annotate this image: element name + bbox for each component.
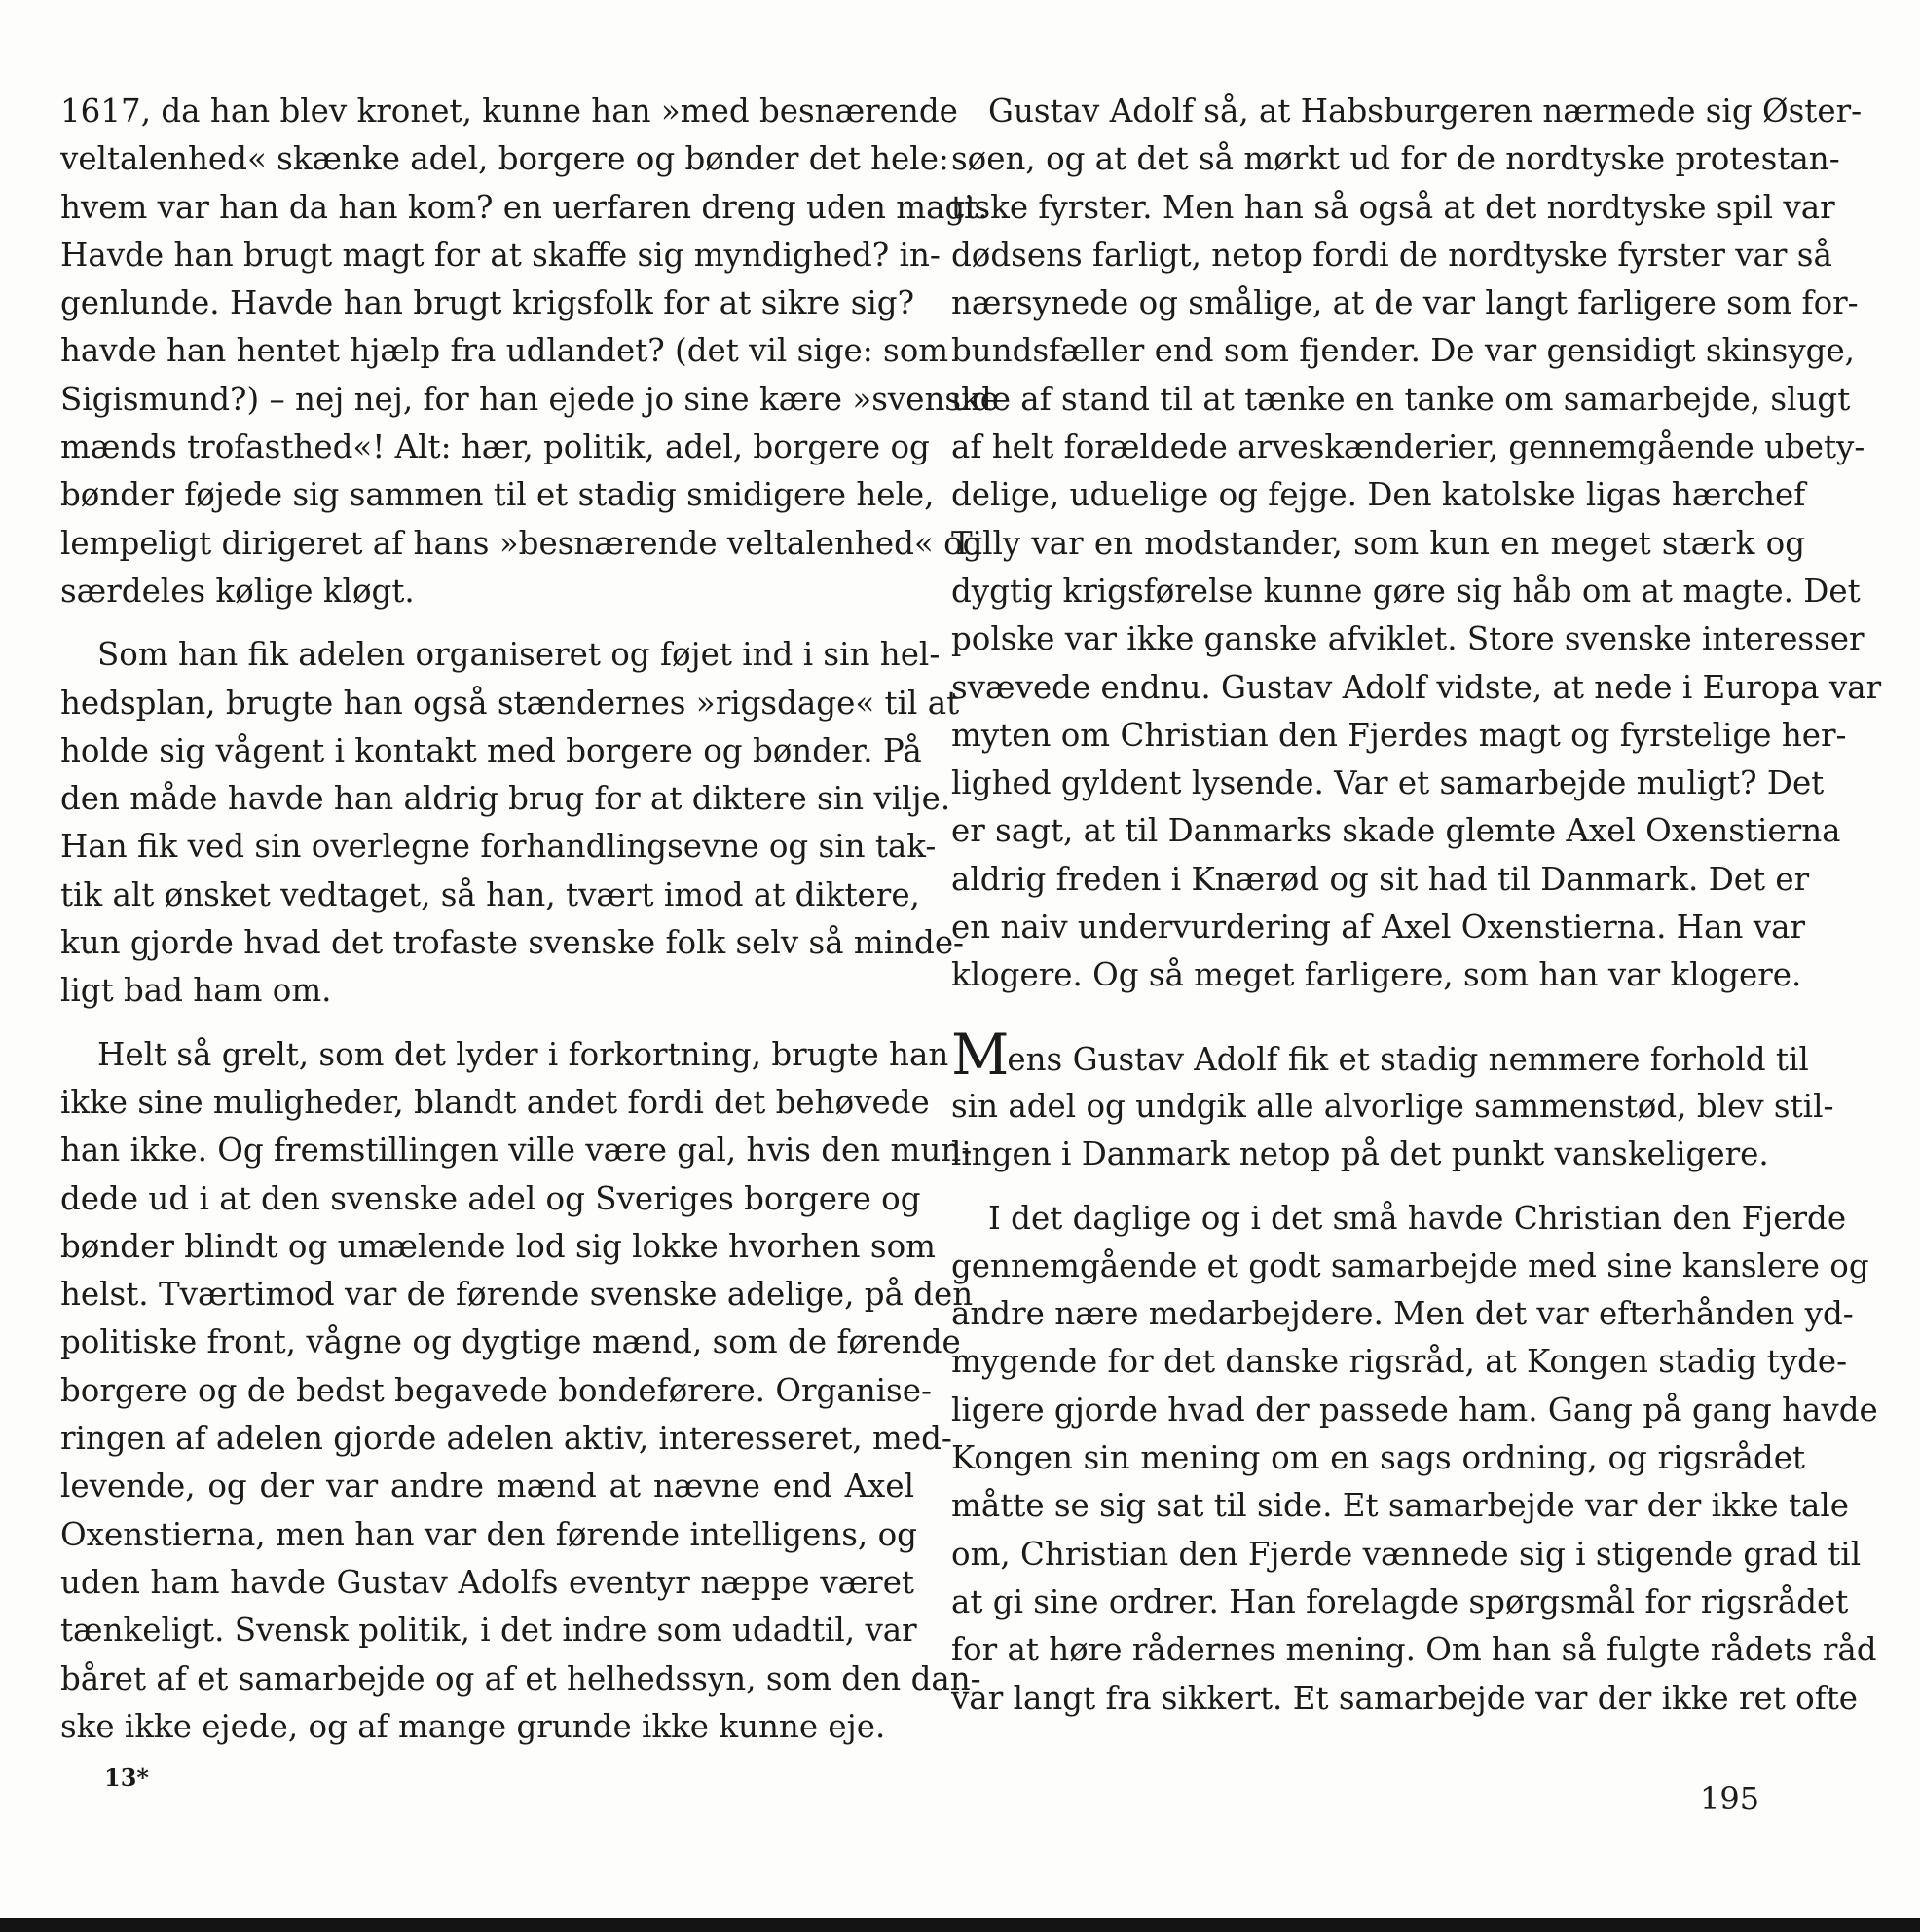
text-line: polske var ikke ganske afviklet. Store svenske interesser: [951, 620, 1865, 658]
text-line: dødsens farligt, netop fordi de nordtyske fyrster var så: [951, 236, 1832, 274]
text-line: ligere gjorde hvad der passede ham. Gang på gang havde: [951, 1391, 1878, 1429]
text-line: hvem var han da han kom? en uerfaren dreng uden magt.: [60, 188, 988, 226]
text-line: lighed gyldent lysende. Var et samarbejde muligt? Det: [951, 764, 1825, 802]
text-line: særdeles kølige kløgt.: [60, 572, 415, 610]
text-line-rest: ens Gustav Adolf fik et stadig nemmere forhold til: [1007, 1040, 1809, 1078]
text-line: levende, og der var andre mænd at nævne end Axel: [60, 1468, 914, 1505]
text-line: er sagt, at til Danmarks skade glemte Axel Oxenstierna: [951, 812, 1841, 850]
text-line: tænkeligt. Svensk politik, i det indre som udadtil, var: [60, 1612, 917, 1650]
text-line: ikke sine muligheder, blandt andet fordi det behøvede: [60, 1083, 930, 1121]
text-line: aldrig freden i Knærød og sit had til Danmark. Det er: [951, 860, 1810, 898]
paragraph: [951, 1021, 1834, 1179]
text-line: sin adel og undgik alle alvorlige sammenstød, blev stil-: [951, 1087, 1834, 1125]
text-line: uden ham havde Gustav Adolfs eventyr næppe været: [60, 1563, 914, 1601]
text-line: ude af stand til at tænke en tanke om samarbejde, slugt: [951, 380, 1851, 418]
text-line: hedsplan, brugte han også stændernes »rigsdage« til at: [60, 684, 960, 722]
text-line: tik alt ønsket vedtaget, så han, tvært imod at diktere,: [60, 875, 920, 913]
text-line: helst. Tværtimod var de førende svenske adelige, på den: [60, 1276, 974, 1314]
page-number: 195: [1700, 1780, 1760, 1817]
paragraph-gap: [60, 615, 914, 631]
text-line: om, Christian den Fjerde vænnede sig i stigende grad til: [951, 1535, 1862, 1573]
section-gap: [951, 1000, 1805, 1035]
scan-edge: [0, 1918, 1920, 1932]
text-line: Helt så grelt, som det lyder i forkortning, brugte han: [97, 1035, 949, 1073]
text-line: delige, uduelige og fejge. Den katolske ligas hærchef: [951, 476, 1806, 514]
text-line: gennemgående et godt samarbejde med sine kanslere og: [951, 1246, 1869, 1284]
text-line: lingen i Danmark netop på det punkt vanskeligere.: [951, 1135, 1769, 1173]
paragraph-gap: [951, 1179, 1805, 1195]
text-line: kun gjorde hvad det trofaste svenske folk selv så minde-: [60, 924, 965, 962]
text-line: Han fik ved sin overlegne forhandlingsevne og sin tak-: [60, 828, 937, 866]
text-line: tiske fyrster. Men han så også at det nordtyske spil var: [951, 188, 1835, 226]
text-line: var langt fra sikkert. Et samarbejde var der ikke ret ofte: [951, 1679, 1859, 1717]
text-line: veltalenhed« skænke adel, borgere og bønder det hele:: [60, 140, 949, 178]
text-line: søen, og at det så mørkt ud for de nordtyske protestan-: [951, 140, 1840, 178]
text-line: borgere og de bedst begavede bondeførere. Organise-: [60, 1371, 932, 1409]
text-line: Oxenstierna, men han var den førende intelligens, og: [60, 1515, 917, 1553]
text-line: klogere. Og så meget farligere, som han var klogere.: [951, 956, 1802, 994]
text-line: mygende for det danske rigsråd, at Kongen stadig tyde-: [951, 1343, 1848, 1381]
text-line: for at høre rådernes mening. Om han så fulgte rådets råd: [951, 1631, 1877, 1669]
text-line: den måde havde han aldrig brug for at diktere sin vilje.: [60, 780, 951, 818]
paragraph: [951, 1195, 1878, 1723]
text-line: genlunde. Havde han brugt krigsfolk for at sikre sig?: [60, 284, 914, 322]
text-line: af helt forældede arveskænderier, gennemgående ubety-: [951, 428, 1865, 466]
left-column: [60, 88, 1000, 1751]
text-line: nærsynede og smålige, at de var langt farligere som for-: [951, 284, 1859, 322]
text-line: holde sig vågent i kontakt med borgere og bønder. På: [60, 731, 922, 769]
text-line: måtte se sig sat til side. Et samarbejde var der ikke tale: [951, 1487, 1850, 1525]
text-line: bønder blindt og umælende lod sig lokke hvorhen som: [60, 1227, 936, 1265]
text-line: Havde han brugt magt for at skaffe sig myndighed? in-: [60, 236, 941, 274]
text-line: lempeligt dirigeret af hans »besnærende veltalenhed« og: [60, 524, 983, 562]
text-line: Gustav Adolf så, at Habsburgeren nærmede sig Øster-: [988, 93, 1863, 130]
text-line: ringen af adelen gjorde adelen aktiv, interesseret, med-: [60, 1420, 952, 1458]
text-line: I det daglige og i det små havde Christian den Fjerde: [988, 1199, 1847, 1237]
text-line: Sigismund?) – nej nej, for han ejede jo sine kære »svenske: [60, 380, 1000, 418]
paragraph-gap: [60, 1016, 914, 1031]
paragraph: [60, 88, 1000, 615]
text-line: svævede endnu. Gustav Adolf vidste, at nede i Europa var: [951, 668, 1882, 706]
text-line: bønder føjede sig sammen til et stadig smidigere hele,: [60, 476, 935, 514]
text-line: Tilly var en modstander, som kun en meget stærk og: [951, 524, 1805, 562]
text-line: bundsfæller end som fjender. De var gensidigt skinsyge,: [951, 332, 1856, 370]
text-line: ske ikke ejede, og af mange grunde ikke kunne eje.: [60, 1707, 886, 1745]
text-line: myten om Christian den Fjerdes magt og fyrstelige her-: [951, 716, 1847, 754]
text-line: han ikke. Og fremstillingen ville være gal, hvis den mun-: [60, 1132, 973, 1170]
text-line: båret af et samarbejde og af et helhedssyn, som den dan-: [60, 1659, 981, 1697]
text-line: ligt bad ham om.: [60, 972, 332, 1010]
text-line: Som han fik adelen organiseret og føjet ind i sin hel-: [97, 636, 941, 674]
drop-cap: M: [951, 1021, 1008, 1088]
text-line: dygtig krigsførelse kunne gøre sig håb om at magte. Det: [951, 572, 1861, 610]
text-line: havde han hentet hjælp fra udlandet? (det vil sige: som: [60, 332, 949, 370]
right-column: [951, 88, 1882, 1723]
text-line: at gi sine ordrer. Han forelagde spørgsmål for rigsrådet: [951, 1582, 1849, 1620]
paragraph: [60, 1031, 981, 1751]
text-line: dede ud i at den svenske adel og Sveriges borgere og: [60, 1179, 921, 1217]
text-line: andre nære medarbejdere. Men det var efterhånden yd-: [951, 1295, 1854, 1333]
paragraph: [60, 631, 965, 1015]
text-line: Kongen sin mening om en sags ordning, og rigsrådet: [951, 1439, 1805, 1477]
text-line: politiske front, vågne og dygtige mænd, som de førende: [60, 1323, 961, 1361]
text-line: 1617, da han blev kronet, kunne han »med besnærende: [60, 93, 958, 130]
text-line: mænds trofasthed«! Alt: hær, politik, adel, borgere og: [60, 428, 930, 466]
text-line: [951, 1021, 1809, 1088]
text-line: en naiv undervurdering af Axel Oxenstierna. Han var: [951, 909, 1805, 947]
paragraph: [951, 88, 1882, 1000]
signature-mark: 13*: [104, 1764, 149, 1792]
